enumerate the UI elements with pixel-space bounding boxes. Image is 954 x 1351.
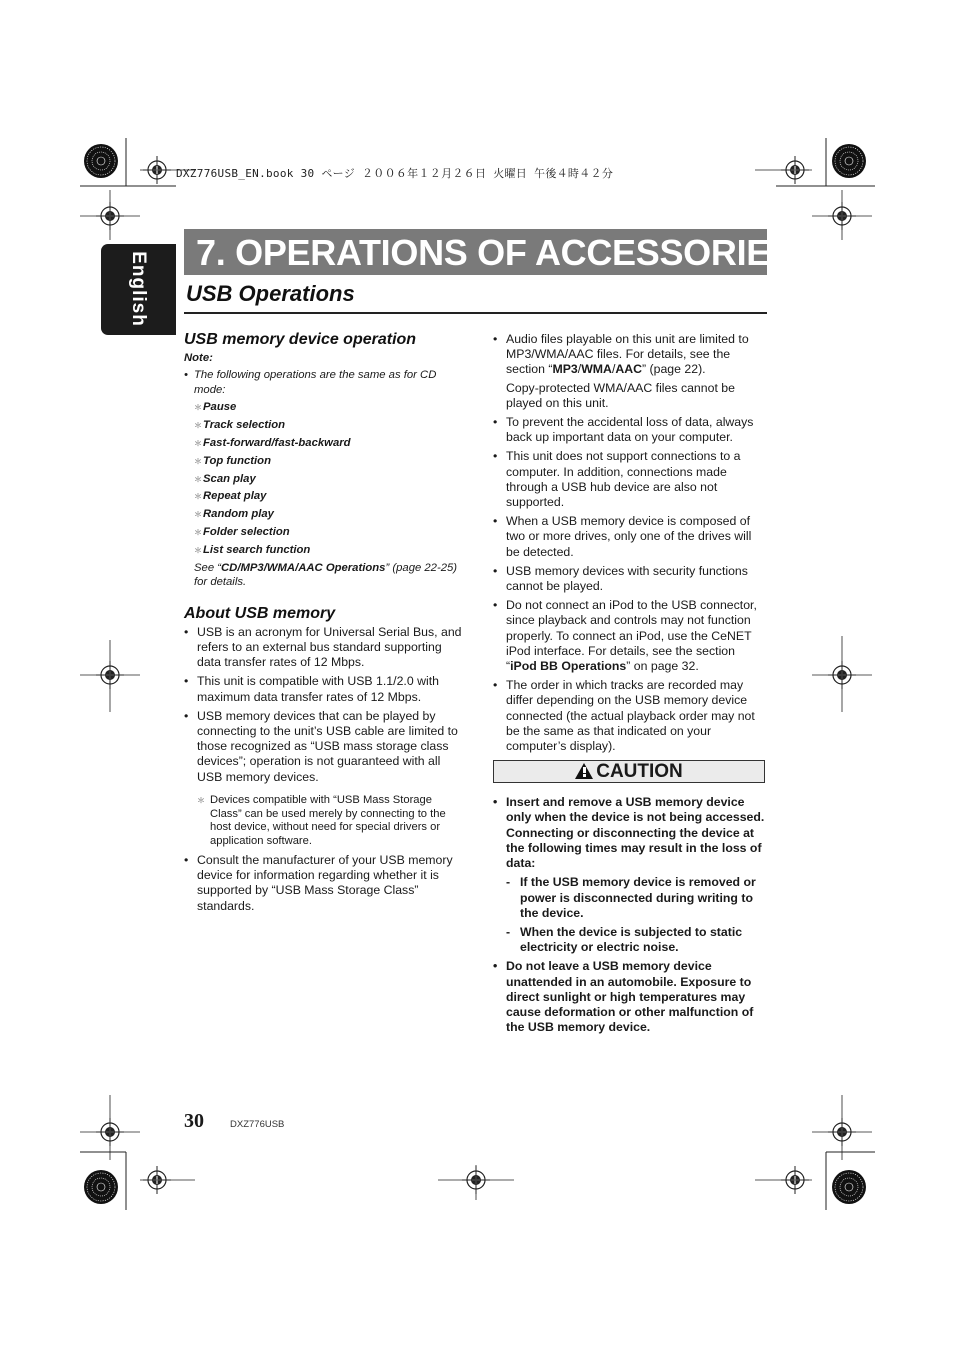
usb-operation-heading: USB memory device operation xyxy=(184,331,417,348)
list-item: ＊Fast-forward/fast-backward xyxy=(194,437,351,449)
section-title: USB Operations xyxy=(186,281,355,306)
list-item: ＊Top function xyxy=(194,454,271,467)
list-item: ＊Random play xyxy=(194,508,274,521)
chapter-title: 7. OPERATIONS OF ACCESSORIES xyxy=(196,232,794,273)
list-item: ＊Track selection xyxy=(194,419,286,432)
list-item: • Do not leave a USB memory device unattended in an automobile. Exposure to direct sunlight or high temperatures may cause deformation or other malfunction of the USB memory device. xyxy=(493,959,754,1035)
list-item: • Do not connect an iPod to the USB connector, since playback and controls may not function properly. To connect an iPod, use the CeNET iPod interface. For details, see the section “iPod BB Operations” on page 32. xyxy=(493,598,757,674)
list-item: • The order in which tracks are recorded may differ depending on the USB memory device connected (the actual playback order may not be the same as that indicated on your computer’s display). xyxy=(493,678,755,754)
list-item: - If the USB memory device is removed or power is disconnected during writing to the device. xyxy=(506,875,756,920)
page-number: 30 xyxy=(184,1110,204,1132)
list-item: • USB is an acronym for Universal Serial Bus, and refers to an external bus standard supporting data transfer rates of 12 Mbps. xyxy=(184,624,462,670)
about-usb-list xyxy=(184,625,462,914)
caution-list xyxy=(493,795,765,1035)
list-item: • USB memory devices that can be played by connecting to the unit’s USB cable are limited to those recognized as “USB mass storage class devices”; operation is not guaranteed with all USB memory devices. ＊ Devices compatible with “USB Mass Storage Class” can be used merely by connecting to the host device, without need for special drivers or application software. xyxy=(184,709,462,849)
cd-mode-operations-list xyxy=(194,400,462,557)
model-number: DXZ776USB xyxy=(230,1119,285,1130)
list-item: • This unit is compatible with USB 1.1/2.0 with maximum data transfer rates of 12 Mbps. xyxy=(184,674,439,704)
caution-box xyxy=(493,760,765,783)
usb-notes-list xyxy=(493,332,765,754)
caution-label: CAUTION xyxy=(596,761,683,783)
list-item: • USB memory devices with security functions cannot be played. xyxy=(493,563,748,594)
list-item: ＊Folder selection xyxy=(194,525,290,538)
warning-icon xyxy=(575,763,593,779)
left-column xyxy=(184,332,462,918)
see-reference: See “CD/MP3/WMA/AAC Operations” (page 22-25) for details. xyxy=(194,561,458,588)
list-item: - When the device is subjected to static electricity or electric noise. xyxy=(506,924,743,955)
book-info-header: DXZ776USB_EN.book 30 ページ ２００６年１２月２６日 火曜日 午後４時４２分 xyxy=(176,167,614,180)
list-item: • Consult the manufacturer of your USB memory device for information regarding whether it is supported by “USB Mass Storage Class” standards. xyxy=(184,853,453,913)
list-item: • When a USB memory device is composed of two or more drives, only one of the drives will be detected. xyxy=(493,514,752,559)
note-text: • The following operations are the same as for CD mode: xyxy=(184,369,437,396)
section-divider xyxy=(184,312,767,314)
right-column xyxy=(493,332,765,1039)
list-item: ＊Scan play xyxy=(194,472,256,485)
list-item: ＊Pause xyxy=(194,401,237,414)
list-item: • Insert and remove a USB memory device only when the device is not being accessed. Connecting or disconnecting the device at the following times may result in the loss of data: - If the USB memory device is removed or power is disconnected during writing to the device. - When the device is subjected to static electricity or electric noise. xyxy=(493,795,765,955)
about-usb-heading: About USB memory xyxy=(184,604,336,622)
list-item: ＊List search function xyxy=(194,543,311,556)
note-heading: Note: xyxy=(184,352,213,365)
mass-storage-note: ＊ Devices compatible with “USB Mass Storage Class” can be used merely by connecting to the host device, without need for special drivers or application software. xyxy=(197,793,446,848)
list-item: • Audio files playable on this unit are limited to MP3/WMA/AAC files. For details, see the section “MP3/WMA/AAC” (page 22). Copy-protected WMA/AAC files cannot be played on this unit. xyxy=(493,332,749,410)
language-tab-label: English xyxy=(128,251,149,327)
caution-sublist xyxy=(506,875,765,955)
list-item: • To prevent the accidental loss of data, always back up important data on your computer. xyxy=(493,415,754,445)
list-item: • This unit does not support connections to a computer. In addition, connections made through a USB hub device are also not supported. xyxy=(493,449,741,510)
list-item: ＊Repeat play xyxy=(194,490,267,503)
note-bullet: • xyxy=(184,369,188,382)
